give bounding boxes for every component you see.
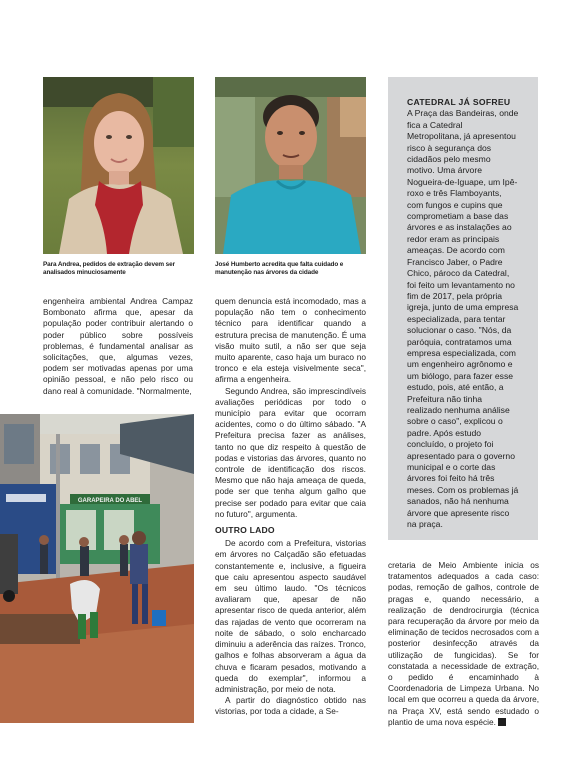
jose-portrait-image	[215, 77, 366, 254]
sidebar-title: CATEDRAL JÁ SOFREU	[407, 97, 511, 107]
sidebar-text: A Praça das Bandeiras, onde fica a Catedral Metropolitana, já apresentou risco à segurança dos cidadãos pelo mesmo motivo. Uma árvore Nogueira-de-Iguape, um Ipê-roxo e três Flamboyants, com fungos e cupins que comprometiam a base das árvores e as instalações ao redor eram as principais ameaças. De acordo com Francisco Jaber, o Padre Chico, pároco da Catedral, foi feito um levantamento no fim de 2017, pela própria igreja, junto de uma empresa especializada, para tentar solucionar o caso. "Nós, da paróquia, contratamos uma empresa especializada, com um engenheiro agrônomo e um biólogo, para fazer esse estudo, pois, até então, a Prefeitura não tinha realizado nenhuma análise sobre o caso", explicou o padre. Após estudo concluído, o projeto foi apresentado para o governo municipal e o corte das árvores foi feito há três meses. Com os problemas já sanados, não há nenhuma árvore que apresente risco na praça.	[407, 108, 519, 530]
article-column-3	[388, 560, 539, 728]
paragraph: quem denuncia está incomodado, mas a população não tem o conhecimento técnico para identificar quando a estrutura precisa de manutenção. É uma visão muito sutil, a não ser que seja muito aparente, caso haja um buraco no tronco e ela esteja visivelmente seca", afirma a engenheira.	[215, 296, 366, 385]
caption-andrea: Para Andrea, pedidos de extração devem ser analisados minuciosamente	[43, 261, 175, 276]
caption-jose: José Humberto acredita que falta cuidado e manutenção nas árvores da cidade	[215, 261, 344, 276]
section-heading: OUTRO LADO	[215, 525, 275, 536]
article-column-2	[215, 296, 366, 718]
paragraph: cretaria de Meio Ambiente inicia os tratamentos adequados a cada caso: podas, remoção de galhos, controle de pragas e, quando necessário, a realização de dendrocirurgia (técnica para recuperação da árvore por meio da eliminação de tecidos necrosados com a posterior desinfecção através da utilização de fungicidas). Se for constatada a necessidade de extração, o pedido é encaminhado à Coordenadoria de Limpeza Urbana. No local em que ocorreu a queda da árvore, na Praça XV, está sendo estudado o plantio de uma nova espécie.	[388, 560, 539, 727]
paragraph: engenheira ambiental Andrea Campaz Bombonato afirma que, apesar da população poder contribuir alertando o poder público sobre possíveis problemas, é fundamental analisar as solicitações, que, algumas vezes, podem ser motivadas apenas por uma opinião pessoal, e não pelo risco ou dano real à comunidade. "Normalmente,	[43, 296, 193, 396]
store-sign-text: GARAPEIRA DO ABEL	[77, 498, 143, 504]
street-scene-image	[0, 414, 194, 723]
end-mark-icon	[498, 718, 506, 726]
paragraph: De acordo com a Prefeitura, vistorias em árvores no Calçadão são efetuadas constantemente e, inclusive, a figueira que caiu apresentou aspecto saudável em seu último laudo. "Os técnicos avaliaram que, apesar de não apresentar risco de queda anterior, além das rajadas de vento que ocorreram na noite de sábado, o solo encharcado diminuiu a aderência das raízes. Tronco, galhos e folhas absorveram a água da chuva e ficaram pesados, motivando a queda do exemplar", informou a administração, por meio de nota.	[215, 538, 366, 694]
paragraph: Segundo Andrea, são imprescindíveis avaliações periódicas por todo o município para evitar que ocorram acidentes, como o do último sábado. "A Prefeitura precisa fazer as análises, tanto no que diz respeito à questão de podas e vistorias das árvores, quanto no controle de identificação dos riscos. Mesmo que não haja ameaça de queda, pode ser que tenha algum galho que precise ser podado para evitar que caia no futuro", argumenta.	[215, 385, 366, 519]
photo-jose	[215, 77, 366, 254]
photo-street-scene	[0, 414, 194, 723]
andrea-portrait-image	[43, 77, 194, 254]
paragraph: A partir do diagnóstico obtido nas vistorias, por toda a cidade, a Se-	[215, 695, 366, 717]
sidebar-box	[388, 77, 538, 540]
article-column-1	[43, 296, 193, 397]
photo-andrea	[43, 77, 194, 254]
